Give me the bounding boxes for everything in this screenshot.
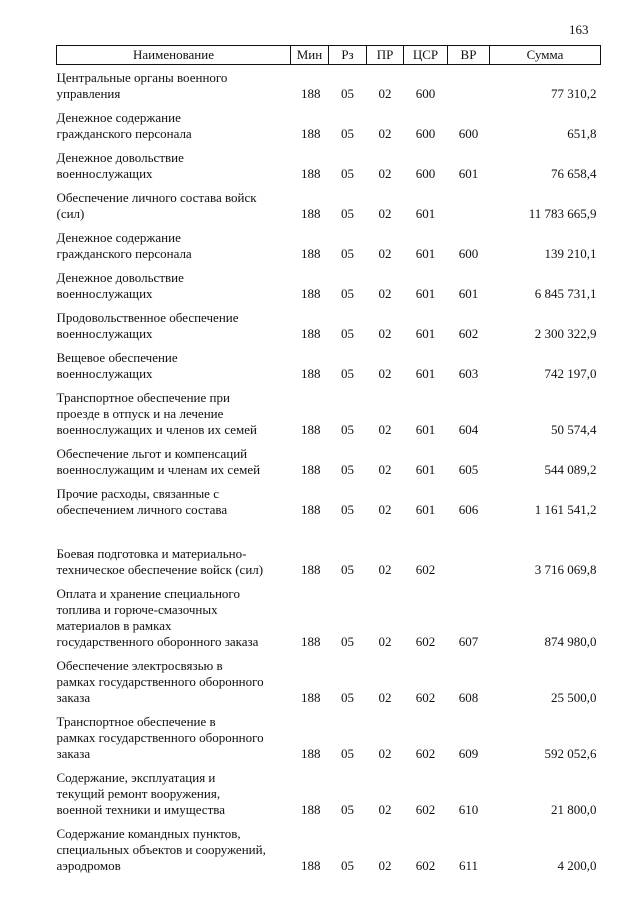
row-name: Вещевое обеспечение военнослужащих [56,350,178,381]
row-name: Центральные органы военного управления [56,70,228,101]
row-csr: 602 [415,562,436,577]
row-sum: 139 210,1 [544,246,597,261]
row-min: 188 [301,86,321,101]
row-rz: 05 [341,858,354,873]
row-vr: 600 [458,246,479,261]
table-row [57,265,601,305]
row-rz: 05 [341,562,354,577]
row-csr: 601 [415,206,436,221]
column-header-sum: Сумма [490,46,601,65]
row-csr: 602 [415,802,436,817]
table-row [57,345,601,385]
row-name: Транспортное обеспечение в рамках государственного оборонного заказа [56,714,264,761]
row-sum: 50 574,4 [551,422,597,437]
row-csr: 600 [415,126,436,141]
table-row [57,185,601,225]
row-min: 188 [301,326,321,341]
row-rz: 05 [341,286,354,301]
row-min: 188 [301,634,321,649]
table-row [57,65,601,106]
row-pr: 02 [378,366,392,381]
row-sum: 77 310,2 [551,86,597,101]
row-spacer [57,521,601,541]
row-pr: 02 [378,562,392,577]
row-rz: 05 [341,166,354,181]
row-pr: 02 [378,746,392,761]
column-header-vr: ВР [448,46,490,65]
row-vr: 607 [458,634,479,649]
row-min: 188 [301,802,321,817]
row-min: 188 [301,246,321,261]
row-pr: 02 [378,802,392,817]
row-vr [448,65,490,106]
row-pr: 02 [378,690,392,705]
row-csr: 601 [415,326,436,341]
row-vr: 611 [458,858,479,873]
row-vr: 608 [458,690,479,705]
table-row [57,821,601,877]
row-pr: 02 [378,246,392,261]
row-vr: 601 [458,286,479,301]
row-min: 188 [301,502,321,517]
row-csr: 601 [415,502,436,517]
row-name: Оплата и хранение специального топлива и горюче-смазочных материалов в рамках государственного оборонного заказа [56,586,259,649]
budget-table [56,45,601,877]
row-rz: 05 [341,366,354,381]
row-sum: 2 300 322,9 [534,326,597,341]
row-rz: 05 [341,802,354,817]
row-sum: 742 197,0 [544,366,597,381]
row-name: Денежное довольствие военнослужащих [56,270,184,301]
row-sum: 4 200,0 [557,858,597,873]
row-min: 188 [301,206,321,221]
row-rz: 05 [341,126,354,141]
row-csr: 601 [415,462,436,477]
row-pr: 02 [378,86,392,101]
row-pr: 02 [378,502,392,517]
row-vr: 610 [458,802,479,817]
row-min: 188 [301,166,321,181]
table-row [57,441,601,481]
row-pr: 02 [378,858,392,873]
table-row [57,105,601,145]
row-sum: 651,8 [567,126,597,141]
row-min: 188 [301,126,321,141]
row-rz: 05 [341,634,354,649]
row-csr: 602 [415,858,436,873]
row-rz: 05 [341,746,354,761]
row-csr: 601 [415,286,436,301]
column-header-min: Мин [291,46,329,65]
row-rz: 05 [341,206,354,221]
row-name: Боевая подготовка и материально- техническое обеспечение войск (сил) [56,546,264,577]
row-min: 188 [301,746,321,761]
row-min: 188 [301,690,321,705]
table-row [57,541,601,581]
row-rz: 05 [341,246,354,261]
table-row [57,581,601,653]
row-vr: 602 [458,326,479,341]
row-pr: 02 [378,462,392,477]
row-name: Обеспечение льгот и компенсаций военнослужащим и членам их семей [56,446,261,477]
row-csr: 602 [415,690,436,705]
column-header-csr: ЦСР [404,46,448,65]
row-pr: 02 [378,634,392,649]
row-name: Продовольственное обеспечение военнослужащих [56,310,239,341]
row-csr: 600 [415,86,436,101]
row-vr: 609 [458,746,479,761]
row-vr: 601 [458,166,479,181]
row-min: 188 [301,462,321,477]
row-rz: 05 [341,690,354,705]
row-name: Прочие расходы, связанные с обеспечением личного состава [56,486,228,517]
row-pr: 02 [378,422,392,437]
table-header [57,46,601,65]
row-sum: 874 980,0 [544,634,597,649]
row-pr: 02 [378,326,392,341]
row-sum: 76 658,4 [551,166,597,181]
row-name: Транспортное обеспечение при проезде в отпуск и на лечение военнослужащих и членов их семей [56,390,257,437]
table-body [57,65,601,878]
row-rz: 05 [341,422,354,437]
row-min: 188 [301,366,321,381]
row-name: Обеспечение электросвязью в рамках государственного оборонного заказа [56,658,264,705]
row-rz: 05 [341,502,354,517]
column-header-pr: ПР [367,46,404,65]
row-csr: 602 [415,634,436,649]
row-csr: 601 [415,366,436,381]
row-name: Денежное содержание гражданского персонала [56,110,192,141]
row-sum: 3 716 069,8 [534,562,597,577]
row-sum: 592 052,6 [544,746,597,761]
row-csr: 602 [415,746,436,761]
row-min: 188 [301,422,321,437]
row-vr: 604 [458,422,479,437]
row-vr [448,541,490,581]
table-row [57,709,601,765]
table-row [57,305,601,345]
row-name: Денежное содержание гражданского персонала [56,230,192,261]
row-name: Содержание, эксплуатация и текущий ремонт вооружения, военной техники и имущества [56,770,225,817]
row-rz: 05 [341,86,354,101]
row-name: Обеспечение личного состава войск (сил) [56,190,257,221]
row-rz: 05 [341,462,354,477]
row-pr: 02 [378,126,392,141]
row-sum: 25 500,0 [551,690,597,705]
table-row [57,765,601,821]
table-row [57,225,601,265]
row-csr: 601 [415,246,436,261]
table-row [57,481,601,521]
row-min: 188 [301,858,321,873]
table-row [57,385,601,441]
row-name: Содержание командных пунктов, специальных объектов и сооружений, аэродромов [56,826,266,873]
table-row [57,653,601,709]
row-sum: 11 783 665,9 [528,206,597,221]
row-pr: 02 [378,286,392,301]
table-row [57,145,601,185]
row-sum: 6 845 731,1 [534,286,597,301]
row-pr: 02 [378,206,392,221]
row-vr [448,185,490,225]
row-pr: 02 [378,166,392,181]
row-sum: 21 800,0 [551,802,597,817]
row-vr: 605 [458,462,479,477]
row-min: 188 [301,286,321,301]
row-sum: 1 161 541,2 [534,502,597,517]
row-name: Денежное довольствие военнослужащих [56,150,184,181]
row-vr: 600 [458,126,479,141]
row-vr: 603 [458,366,479,381]
row-vr: 606 [458,502,479,517]
row-rz: 05 [341,326,354,341]
row-sum: 544 089,2 [544,462,597,477]
column-header-rz: Рз [329,46,367,65]
column-header-name: Наименование [57,46,291,65]
row-csr: 600 [415,166,436,181]
page-number: 163 [569,22,589,37]
row-csr: 601 [415,422,436,437]
row-min: 188 [301,562,321,577]
